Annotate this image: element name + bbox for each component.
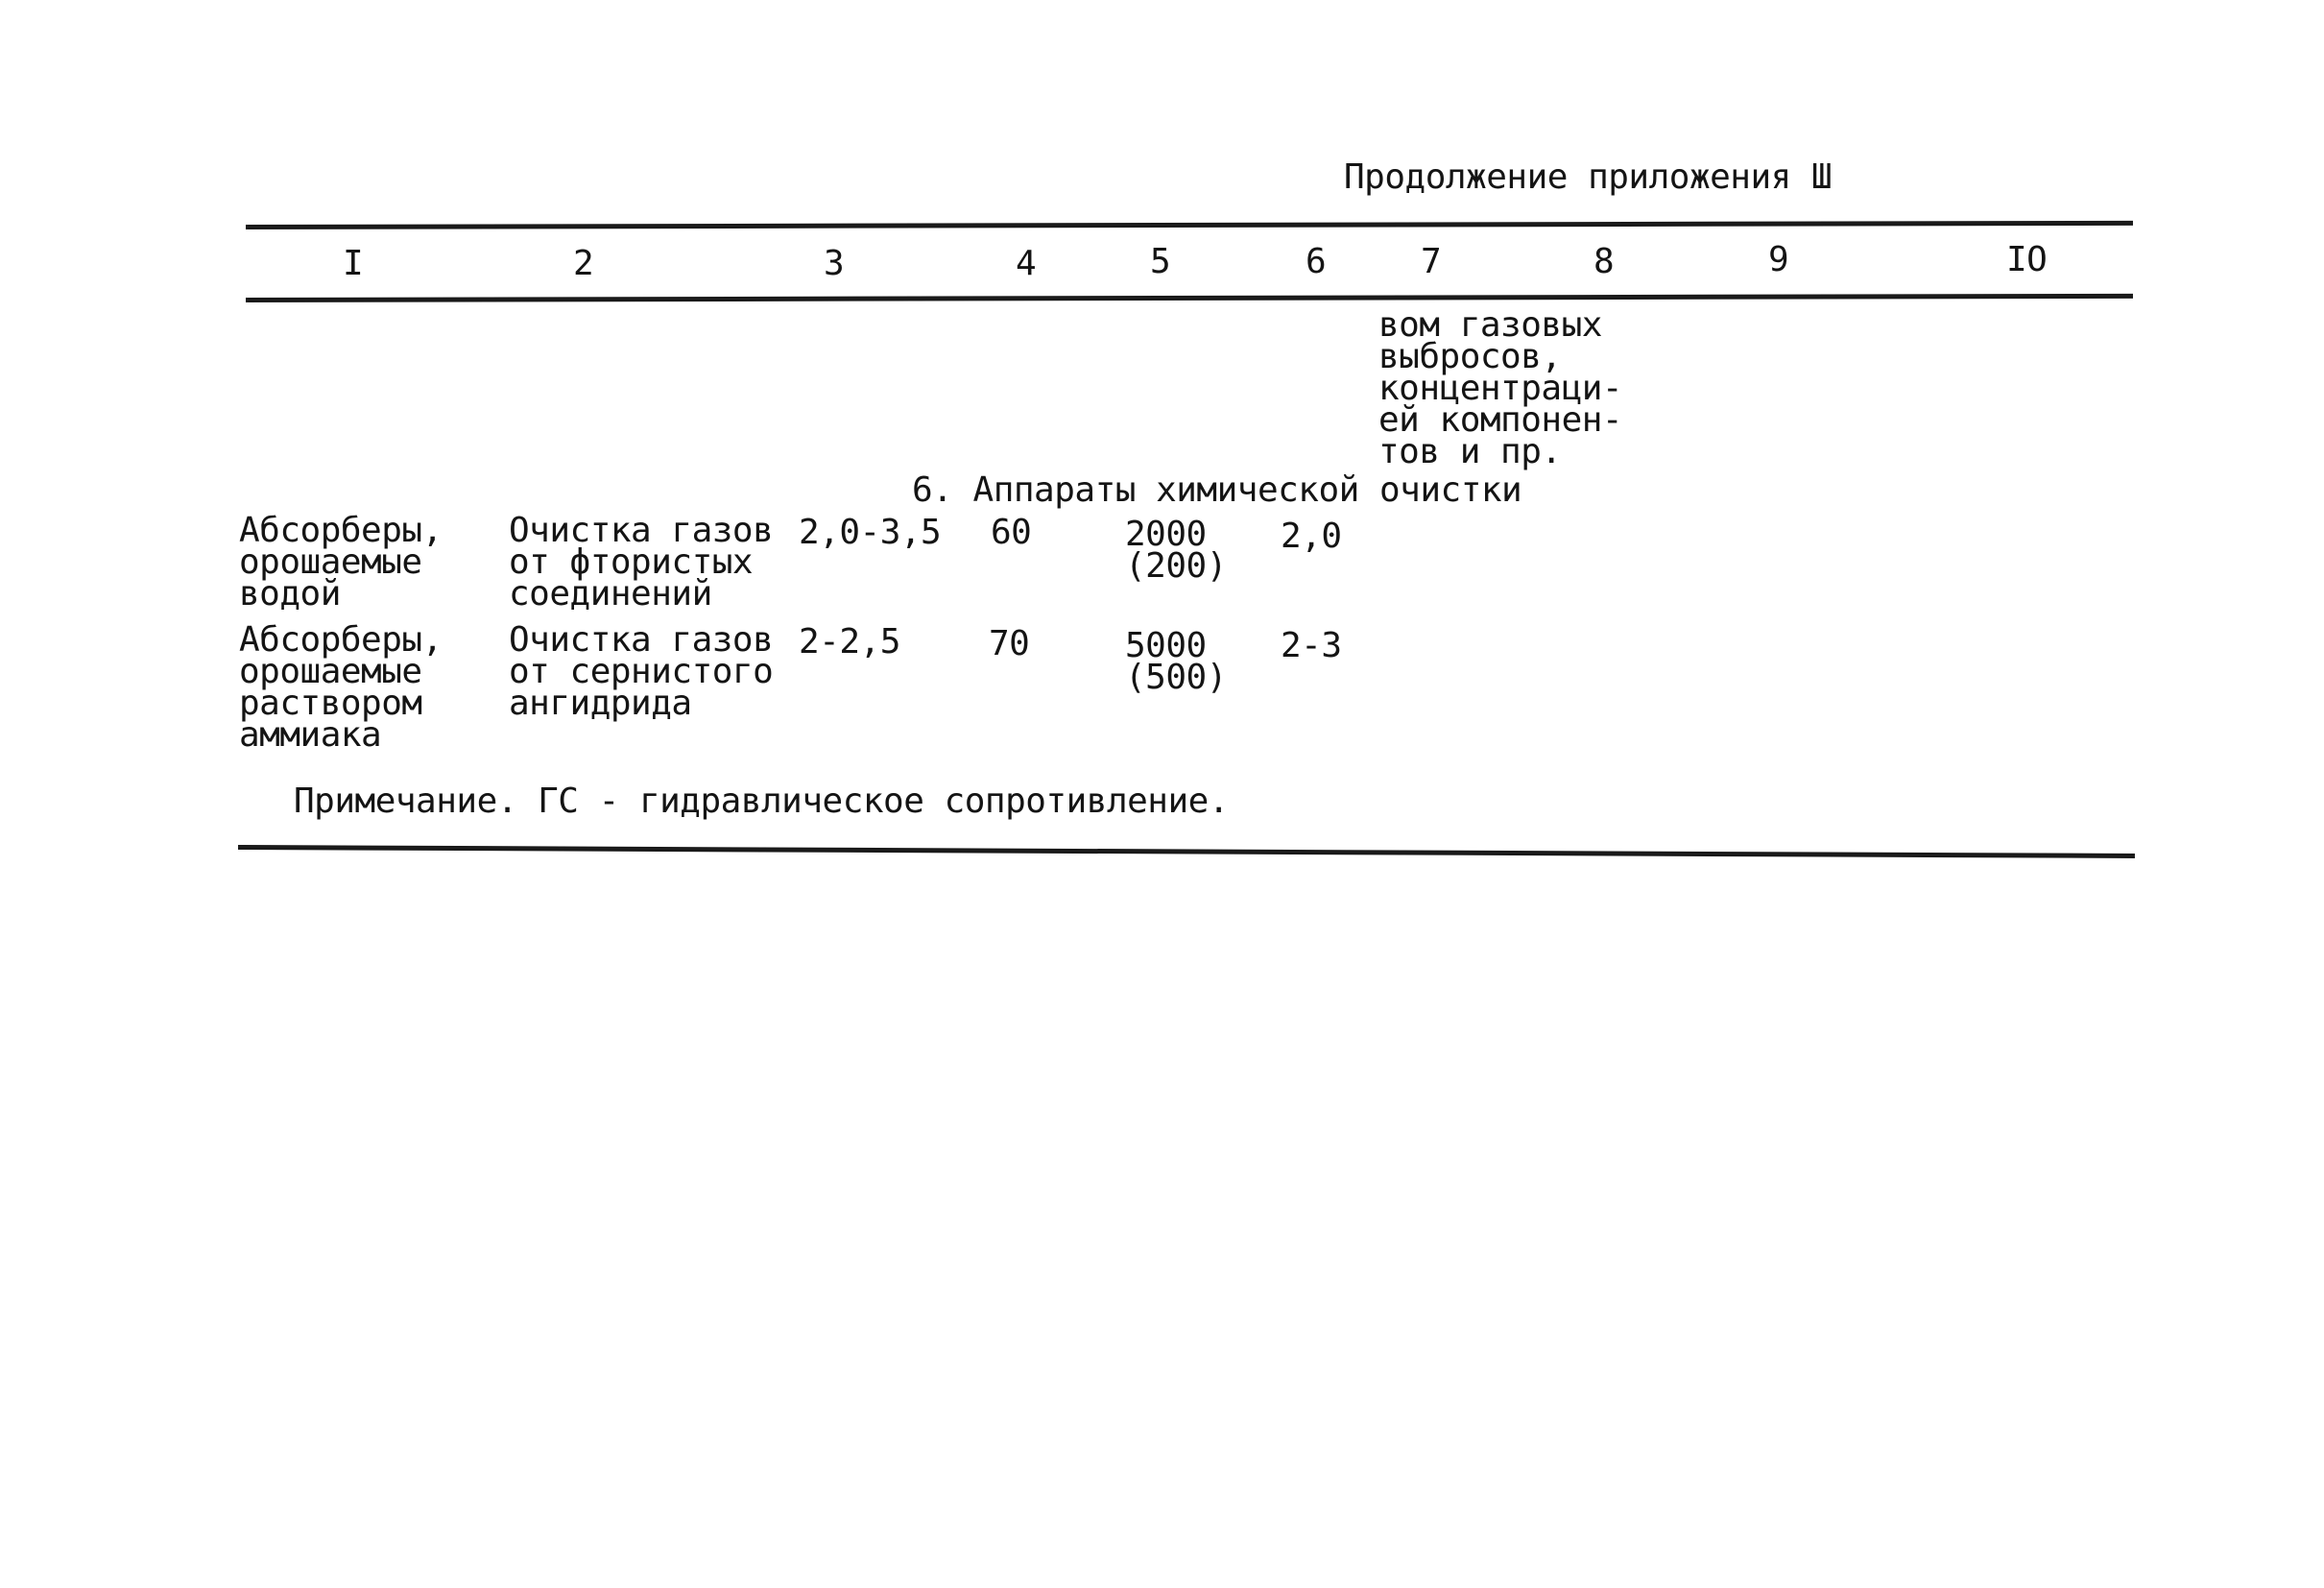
column-number: 8 xyxy=(1593,242,1615,281)
row-purpose-line: Очистка газов xyxy=(509,511,774,550)
section-title: 6. Аппараты химической очистки xyxy=(912,470,1522,510)
row-col6: 2,0 xyxy=(1281,517,1342,556)
row-purpose-line: Очистка газов xyxy=(509,620,774,660)
row-col5-line: (200) xyxy=(1125,546,1227,586)
carryover-line: вом газовых xyxy=(1378,305,1602,345)
table-bottom-rule xyxy=(238,845,2135,858)
row-purpose-line: соединений xyxy=(509,574,712,614)
row-purpose xyxy=(509,511,774,614)
carryover-line: ей компонен- xyxy=(1378,400,1623,440)
header-bottom-rule xyxy=(246,294,2133,302)
column-number: 6 xyxy=(1306,242,1327,281)
column-number: IO xyxy=(2006,240,2048,279)
carryover-line: концентраци- xyxy=(1378,369,1623,408)
carryover-line: выбросов, xyxy=(1378,337,1562,376)
row-purpose-line: ангидрида xyxy=(509,684,692,723)
row-col5 xyxy=(1125,515,1227,586)
carryover-text xyxy=(1378,305,1623,471)
continuation-caption: Продолжение приложения Ш xyxy=(1344,157,1833,197)
column-number: I xyxy=(343,244,364,283)
row-col5-line: (500) xyxy=(1125,658,1227,697)
row-col3: 2,0-3,5 xyxy=(799,513,942,552)
row-name xyxy=(239,620,443,755)
table-top-rule xyxy=(246,221,2133,229)
column-number: 3 xyxy=(824,244,845,283)
row-col3: 2-2,5 xyxy=(799,622,900,662)
row-name-line: орошаемые xyxy=(239,542,422,582)
column-number: 2 xyxy=(573,244,594,283)
row-col5-line: 2000 xyxy=(1125,515,1207,554)
row-col5-line: 5000 xyxy=(1125,626,1207,665)
row-name-line: аммиака xyxy=(239,715,382,755)
row-name xyxy=(239,511,443,614)
column-number: 9 xyxy=(1768,240,1789,279)
row-col4: 70 xyxy=(989,624,1030,663)
table-note: Примечание. ГС - гидравлическое сопротивление. xyxy=(294,782,1229,821)
carryover-line: тов и пр. xyxy=(1378,432,1562,471)
row-col6: 2-3 xyxy=(1281,626,1342,665)
row-name-line: водой xyxy=(239,574,341,614)
column-number: 7 xyxy=(1421,242,1442,281)
row-name-line: раствором xyxy=(239,684,422,723)
row-name-line: Абсорберы, xyxy=(239,511,443,550)
row-name-line: Абсорберы, xyxy=(239,620,443,660)
row-col4: 60 xyxy=(991,513,1032,552)
row-purpose xyxy=(509,620,774,723)
row-purpose-line: от сернистого xyxy=(509,652,774,691)
row-name-line: орошаемые xyxy=(239,652,422,691)
row-purpose-line: от фтористых xyxy=(509,542,754,582)
column-number: 5 xyxy=(1150,242,1171,281)
column-number: 4 xyxy=(1016,244,1037,283)
row-col5 xyxy=(1125,626,1227,697)
